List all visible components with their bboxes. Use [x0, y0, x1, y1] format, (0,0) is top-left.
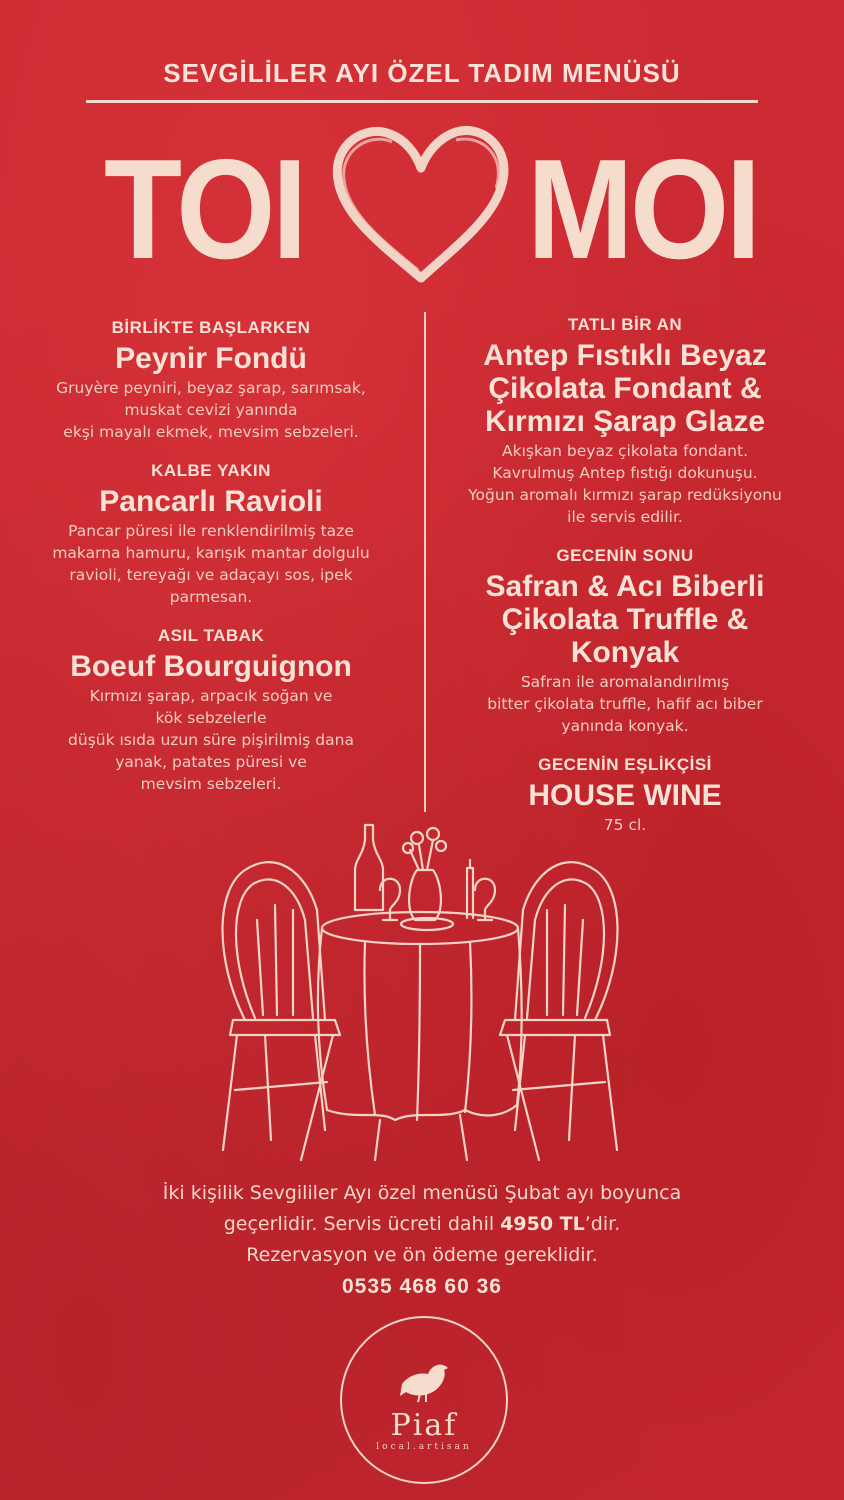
heart-icon [326, 118, 516, 288]
desc-line: ile servis edilir. [567, 508, 683, 526]
title-divider [86, 100, 758, 103]
desc-line: Kavrulmuş Antep fıstığı dokunuşu. [492, 464, 758, 482]
desc-line: yanında konyak. [561, 717, 689, 735]
dish-name [452, 779, 798, 812]
desc-line: Yoğun aromalı kırmızı şarap redüksiyonu [468, 486, 782, 504]
desc-line: ravioli, tereyağı ve adaçayı sos, ipek [69, 566, 353, 584]
desc-line: düşük ısıda uzun süre pişirilmiş dana [68, 731, 354, 749]
course-label: ASIL TABAK [157, 626, 265, 645]
footer-line: Rezervasyon ve ön ödeme gereklidir. [246, 1244, 598, 1266]
dish-description [40, 520, 382, 608]
footer-line: İki kişilik Sevgililer Ayı özel menüsü Şubat ayı boyunca [162, 1182, 682, 1204]
desc-line: Kırmızı şarap, arpacık soğan ve [89, 687, 333, 705]
footer-info [0, 1178, 844, 1302]
dish-description [40, 685, 382, 795]
course-label: TATLI BİR AN [567, 315, 683, 334]
bird-icon [398, 1354, 452, 1404]
logo-subtitle: local.artisan [376, 1442, 472, 1452]
menu-item [40, 626, 382, 795]
desc-line: bitter çikolata truffle, hafif acı biber [487, 695, 763, 713]
desc-line: parmesan. [169, 588, 253, 606]
desc-line: Gruyère peyniri, beyaz şarap, sarımsak, [56, 379, 366, 397]
desc-line: mevsim sebzeleri. [140, 775, 282, 793]
price: 4950 TL [500, 1213, 585, 1235]
menu-right-column [452, 315, 798, 854]
dish-description [452, 671, 798, 737]
course-label: GECENİN SONU [556, 546, 694, 565]
dish-name [452, 339, 798, 438]
desc-line: muskat cevizi yanında [124, 401, 298, 419]
desc-line: yanak, patates püresi ve [115, 753, 307, 771]
desc-line: makarna hamuru, karışık mantar dolgulu [52, 544, 370, 562]
desc-line: Akışkan beyaz çikolata fondant. [502, 442, 748, 460]
dish-name: Boeuf Bourguignon [70, 650, 352, 683]
dish-name-line: Safran & Acı Biberli [485, 570, 765, 603]
word-toi: TOI [104, 130, 304, 289]
desc-line: kök sebzelerle [155, 709, 267, 727]
phone-number[interactable]: 0535 468 60 36 [342, 1275, 502, 1298]
dish-description [452, 440, 798, 528]
dish-name: Peynir Fondü [115, 342, 307, 375]
dish-description [40, 377, 382, 443]
page-title: SEVGİLİLER AYI ÖZEL TADIM MENÜSÜ [163, 58, 681, 88]
dish-name: Pancarlı Ravioli [99, 485, 323, 518]
word-moi: MOI [527, 130, 758, 289]
course-label: KALBE YAKIN [151, 461, 271, 480]
course-label: GECENİN EŞLİKÇİSİ [538, 755, 712, 774]
desc-line: 75 cl. [603, 816, 647, 834]
footer-text: geçerlidir. Servis ücreti dahil [223, 1213, 501, 1235]
desc-line: ekşi mayalı ekmek, mevsim sebzeleri. [63, 423, 359, 441]
dish-name-line: Konyak [570, 636, 680, 669]
table-chairs-illustration [205, 820, 635, 1165]
menu-item [452, 315, 798, 528]
menu-left-column [40, 318, 382, 813]
desc-line: Pancar püresi ile renklendirilmiş taze [68, 522, 354, 540]
desc-line: Safran ile aromalandırılmış [520, 673, 730, 691]
menu-item [40, 318, 382, 443]
dish-name-line: Antep Fıstıklı Beyaz [483, 339, 767, 372]
menu-item [452, 546, 798, 737]
logo-name: Piaf [390, 1408, 458, 1443]
course-label: BİRLİKTE BAŞLARKEN [111, 318, 311, 337]
dish-name-line: Çikolata Truffle & [501, 603, 749, 636]
footer-text: ’dir. [584, 1213, 621, 1235]
dish-name [452, 570, 798, 669]
column-divider [424, 312, 426, 812]
footer-line [0, 1209, 844, 1240]
piaf-logo [340, 1316, 508, 1484]
menu-item [40, 461, 382, 608]
dish-name-line: Çikolata Fondant & [488, 372, 762, 405]
dish-name-line: Kırmızı Şarap Glaze [484, 405, 766, 438]
dish-name-line: HOUSE WINE [528, 779, 722, 812]
